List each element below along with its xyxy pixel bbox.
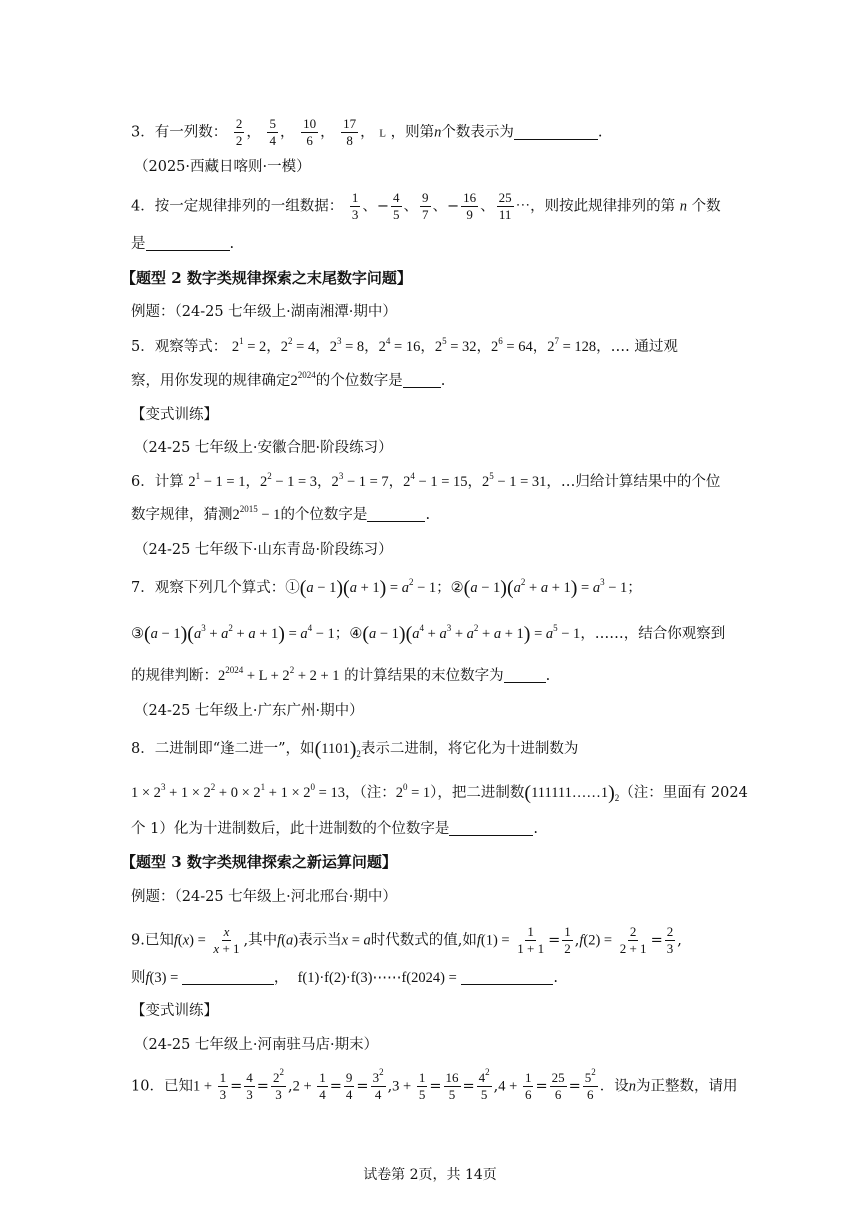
page-footer: 试卷第 2页，共 14页 [363, 1167, 497, 1183]
answer-blank[interactable] [461, 970, 553, 985]
question-8: 8．二进制即“逢二进一”，如$(1101)_2$表示二进制，将它化为十进制数为 [131, 738, 579, 760]
answer-blank[interactable] [367, 507, 425, 522]
question-7: 7．观察下列几个算式：①(a − $1)(a + 1) = a^2 - 1$；②(a − $1)(a^2 + a + 1) = a^3 - 1$； [131, 577, 642, 599]
fraction: $\frac{2}{3}$ [666, 924, 674, 956]
fraction: $\frac{4^2}{5}$ [478, 1067, 490, 1102]
answer-blank[interactable] [449, 821, 533, 836]
fraction: $\frac{4}{5}$ [393, 190, 400, 222]
fraction: $\frac{16}{5}$ [445, 1070, 459, 1102]
fraction: $\frac{10}{6}$ [303, 116, 317, 148]
source-note: （24-25 七年级上·广东广州·期中） [134, 703, 364, 719]
question-3: 3．有一列数： $\frac{2}{2}$ ， $\frac{5}{4}$ ， $\frac{10}{6}$ ， $\frac{17}{8}$ ， L ，则第n个数表示为 . [131, 116, 603, 148]
source-note: （24-25 七年级上·安徽合肥·阶段练习） [134, 440, 393, 456]
question-7-line2: ③(a − $1)(a^3 + a^2 + a + 1) = a^4 - 1$；④(a − $1)(a^4 + a^3 + a^2 + a + 1) = a^5 - 1$，……，结合你观察到 [131, 623, 726, 645]
question-8-line3: 个 1）化为十进制数后，此十进制数的个位数字是 . [131, 821, 538, 837]
fraction: $\frac{1}{4}$ [319, 1070, 326, 1102]
fraction: $\frac{9}{4}$ [345, 1070, 353, 1102]
variant-label: 【变式训练】 [131, 407, 218, 423]
question-7-line3: 的规律判断：$2^{2024} + L + 2^2 + 2 + 1$ 的计算结果的末位数字为 . [131, 665, 551, 684]
source-note: （24-25 七年级上·河南驻马店·期末） [134, 1037, 379, 1053]
section-heading: 【题型 2 数字类规律探索之末尾数字问题】 [121, 269, 412, 287]
question-4: 4．按一定规律排列的一组数据： $\frac{1}{3}$ 、− $\frac{4}{5}$ 、 $\frac{9}{7}$ 、− $\frac{16}{9}$ 、 $\frac{25}{11}$ ⋯，则按此规律排列的第 n 个数 [131, 190, 721, 222]
fraction: $\frac{2}{2}$ [235, 116, 243, 148]
question-6: 6．计算 $2^1 - 1 = 1$，$2^2 - 1 = 3$，$2^3 - 1 = 7$，$2^4 - 1 = 15$，$2^5 - 1 = 31$，…归给计算结果中的个位 [131, 471, 721, 490]
source-note: （24-25 七年级下·山东青岛·阶段练习） [134, 542, 393, 558]
example-source: 例题：（24-25 七年级上·河北邢台·期中） [131, 889, 397, 905]
question-10: 10．已知1 + $\frac{1}{3}$ = $\frac{4}{3}$ = $\frac{2^2}{3}$ ,2 + $\frac{1}{4}$ = $\frac{9}{4}$ = $\frac{3^2}{4}$ ,3 + $\frac{1}{5}$ = $\frac{16}{5}$ = $\frac{4^2}{5}$ ,4 + $\frac{1}{6}$ = $\frac{25}{6}$ = $\frac{5^2}{6}$ ．设n为正整数，请用 [131, 1067, 738, 1102]
fraction: $\frac{25}{11}$ [498, 190, 512, 222]
fraction: $\frac{4}{3}$ [246, 1070, 253, 1102]
answer-blank[interactable] [182, 970, 274, 985]
question-8-line2: $1 \times 2^3 + 1 \times 2^2 + 0 \times 2^1 + 1 \times 2^0 = 13$，（注：$2^0 = 1$），把二进制数$(111111\dots\dots 1)_2$（注：里面有 2024 [131, 782, 748, 804]
answer-blank[interactable] [514, 125, 598, 140]
source-note: （2025·西藏日喀则·一模） [134, 159, 311, 175]
fraction: $\frac{17}{8}$ [343, 116, 357, 148]
fraction: $\frac{2}{2 + 1}$ [619, 924, 647, 956]
fraction: $\frac{1}{1 + 1}$ [517, 924, 545, 956]
question-9: 9.已知f(x) = $\frac{x}{x + 1}$ ,其中f(a)表示当x = a时代数式的值,如f(1) = $\frac{1}{1 + 1}$ = $\frac{1}{2}$ ,f(2) = $\frac{2}{2 + 1}$ = $\frac{2}{3}$ , [131, 924, 682, 956]
fraction: $\frac{3^2}{4}$ [372, 1067, 384, 1102]
fraction: $\frac{1}{5}$ [418, 1070, 426, 1102]
fraction: $\frac{5}{4}$ [269, 116, 276, 148]
fraction: $\frac{16}{9}$ [463, 190, 477, 222]
fraction: $\frac{2^2}{3}$ [272, 1067, 284, 1102]
fraction: $\frac{5^2}{6}$ [584, 1067, 596, 1102]
fraction: $\frac{1}{3}$ [351, 190, 359, 222]
fraction: $\frac{1}{3}$ [219, 1070, 227, 1102]
question-4-line2: 是 . [131, 236, 235, 252]
section-heading: 【题型 3 数字类规律探索之新运算问题】 [121, 853, 397, 871]
answer-blank[interactable] [403, 373, 441, 388]
question-6-line2: 数字规律，猜测$2^{2015} - 1$的个位数字是 . [131, 504, 431, 523]
question-5: 5．观察等式： $2^1 = 2$，$2^2 = 4$，$2^3 = 8$，$2^4 = 16$，$2^5 = 32$，$2^6 = 64$，$2^7 = 128$，…. 通过观 [131, 336, 678, 355]
answer-blank[interactable] [504, 668, 546, 683]
fraction: $\frac{x}{x + 1}$ [213, 924, 240, 956]
fraction: $\frac{9}{7}$ [422, 190, 429, 222]
fraction: $\frac{1}{6}$ [524, 1070, 532, 1102]
answer-blank[interactable] [146, 236, 230, 251]
question-9-line2: 则f(3) = ， f(1)·f(2)·f(3)⋯⋯f(2024) = . [131, 970, 558, 986]
fraction: $\frac{1}{2}$ [564, 924, 571, 956]
variant-label: 【变式训练】 [131, 1003, 218, 1019]
fraction: $\frac{25}{6}$ [551, 1070, 565, 1102]
question-5-line2: 察，用你发现的规律确定$2^{2024}$的个位数字是 . [131, 370, 446, 389]
example-source: 例题：（24-25 七年级上·湖南湘潭·期中） [131, 304, 397, 320]
